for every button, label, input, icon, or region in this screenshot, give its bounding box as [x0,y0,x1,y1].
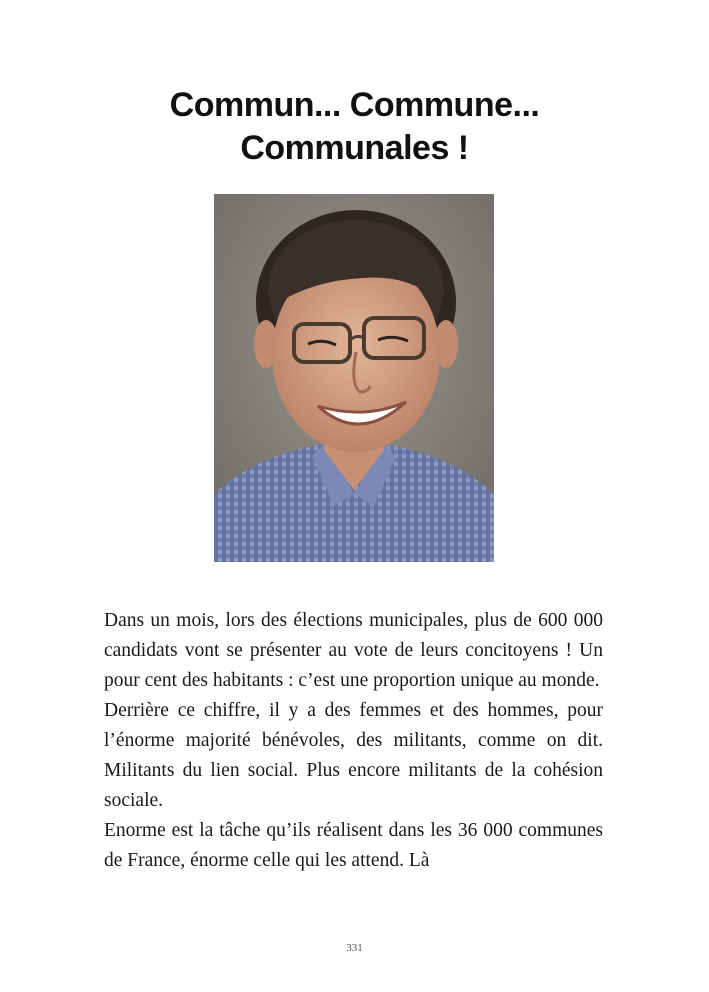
paragraph-2: Derrière ce chiffre, il y a des femmes et des hommes, pour l’énorme majorité bénévoles, des militants, comme on dit. Militants du lien social. Plus encore militants de la cohésion sociale. [104,700,603,811]
title-line-2: Communales ! [240,129,469,167]
paragraph-3: Enorme est la tâche qu’ils réalisent dans les 36 000 communes de France, énorme celle qui les attend. Là [104,820,603,871]
paragraph-1: Dans un mois, lors des élections municipales, plus de 600 000 candidats vont se présenter au vote de leurs concitoyens ! Un pour cent des habitants : c’est une proportion unique au monde. [104,610,603,691]
portrait-photo [214,194,494,562]
page-title [0,84,709,170]
page-number: 331 [346,942,363,954]
article-body [104,606,603,876]
title-line-1: Commun... Commune... [169,86,540,124]
